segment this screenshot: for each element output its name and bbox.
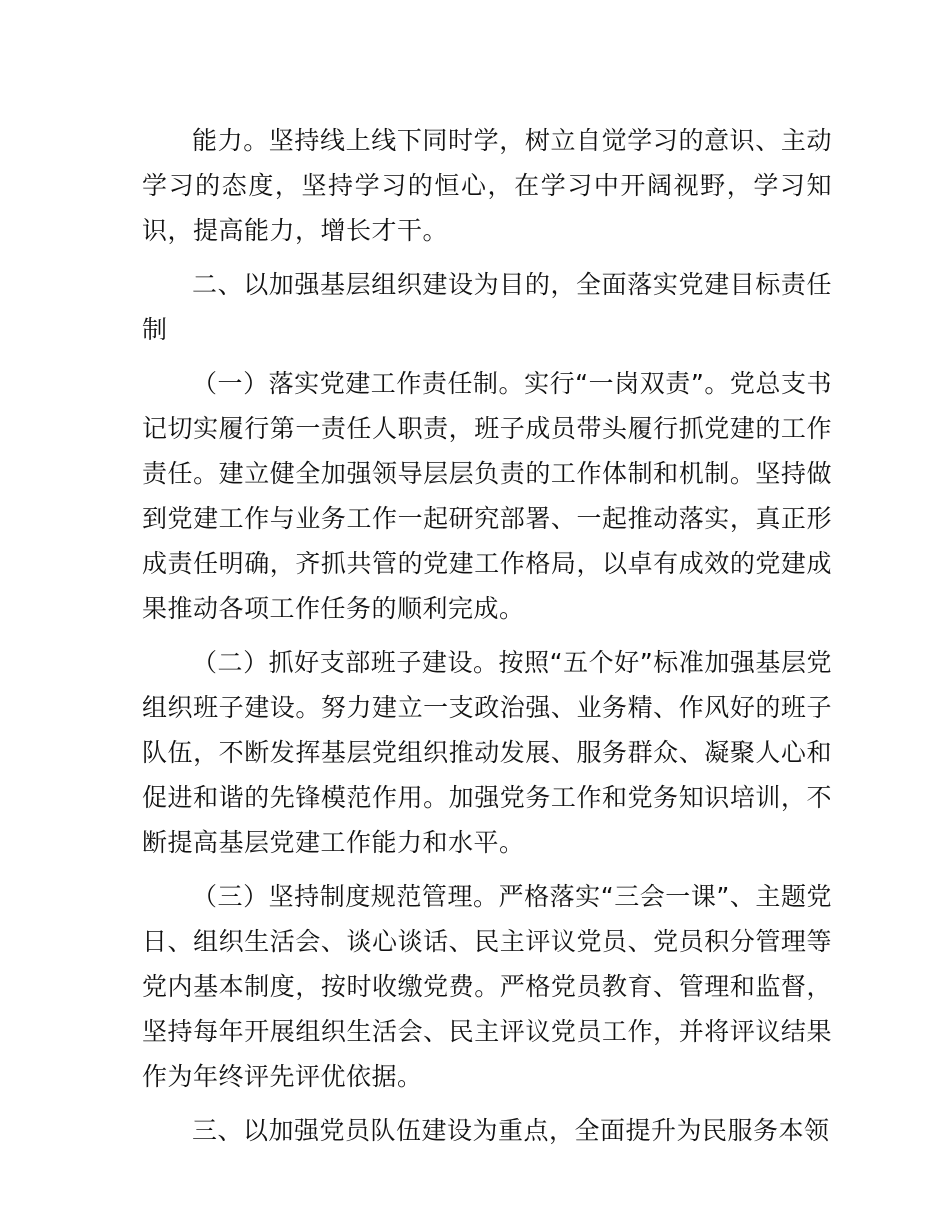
section-heading-2: 二、以加强基层组织建设为目的，全面落实党建目标责任制 <box>142 270 832 344</box>
paragraph-study-ability: 能力。坚持线上线下同时学，树立自觉学习的意识、主动学习的态度，坚持学习的恒心，在学习中开阔视野，学习知识，提高能力，增长才干。 <box>142 126 832 245</box>
paragraph-branch-team-building: （二）抓好支部班子建设。按照“五个好”标准加强基层党组织班子建设。努力建立一支政治强、业务精、作风好的班子队伍，不断发挥基层党组织推动发展、服务群众、凝聚人心和促进和谐的先锋模范作用。加强党务工作和党务知识培训，不断提高基层党建工作能力和水平。 <box>142 648 832 857</box>
paragraph-responsibility-system: （一）落实党建工作责任制。实行“一岗双责”。党总支书记切实履行第一责任人职责，班子成员带头履行抓党建的工作责任。建立健全加强领导层层负责的工作体制和机制。坚持做到党建工作与业务工作一起研究部署、一起推动落实，真正形成责任明确，齐抓共管的党建工作格局，以卓有成效的党建成果推动各项工作任务的顺利完成。 <box>142 369 832 623</box>
section-heading-3: 三、以加强党员队伍建设为重点，全面提升为民服务本领 <box>192 1116 830 1145</box>
paragraph-institutional-management: （三）坚持制度规范管理。严格落实“三会一课”、主题党日、组织生活会、谈心谈话、民主评议党员、党员积分管理等党内基本制度，按时收缴党费。严格党员教育、管理和监督，坚持每年开展组织生活会、民主评议党员工作，并将评议结果作为年终评先评优依据。 <box>142 882 832 1091</box>
document-body <box>142 118 832 1162</box>
